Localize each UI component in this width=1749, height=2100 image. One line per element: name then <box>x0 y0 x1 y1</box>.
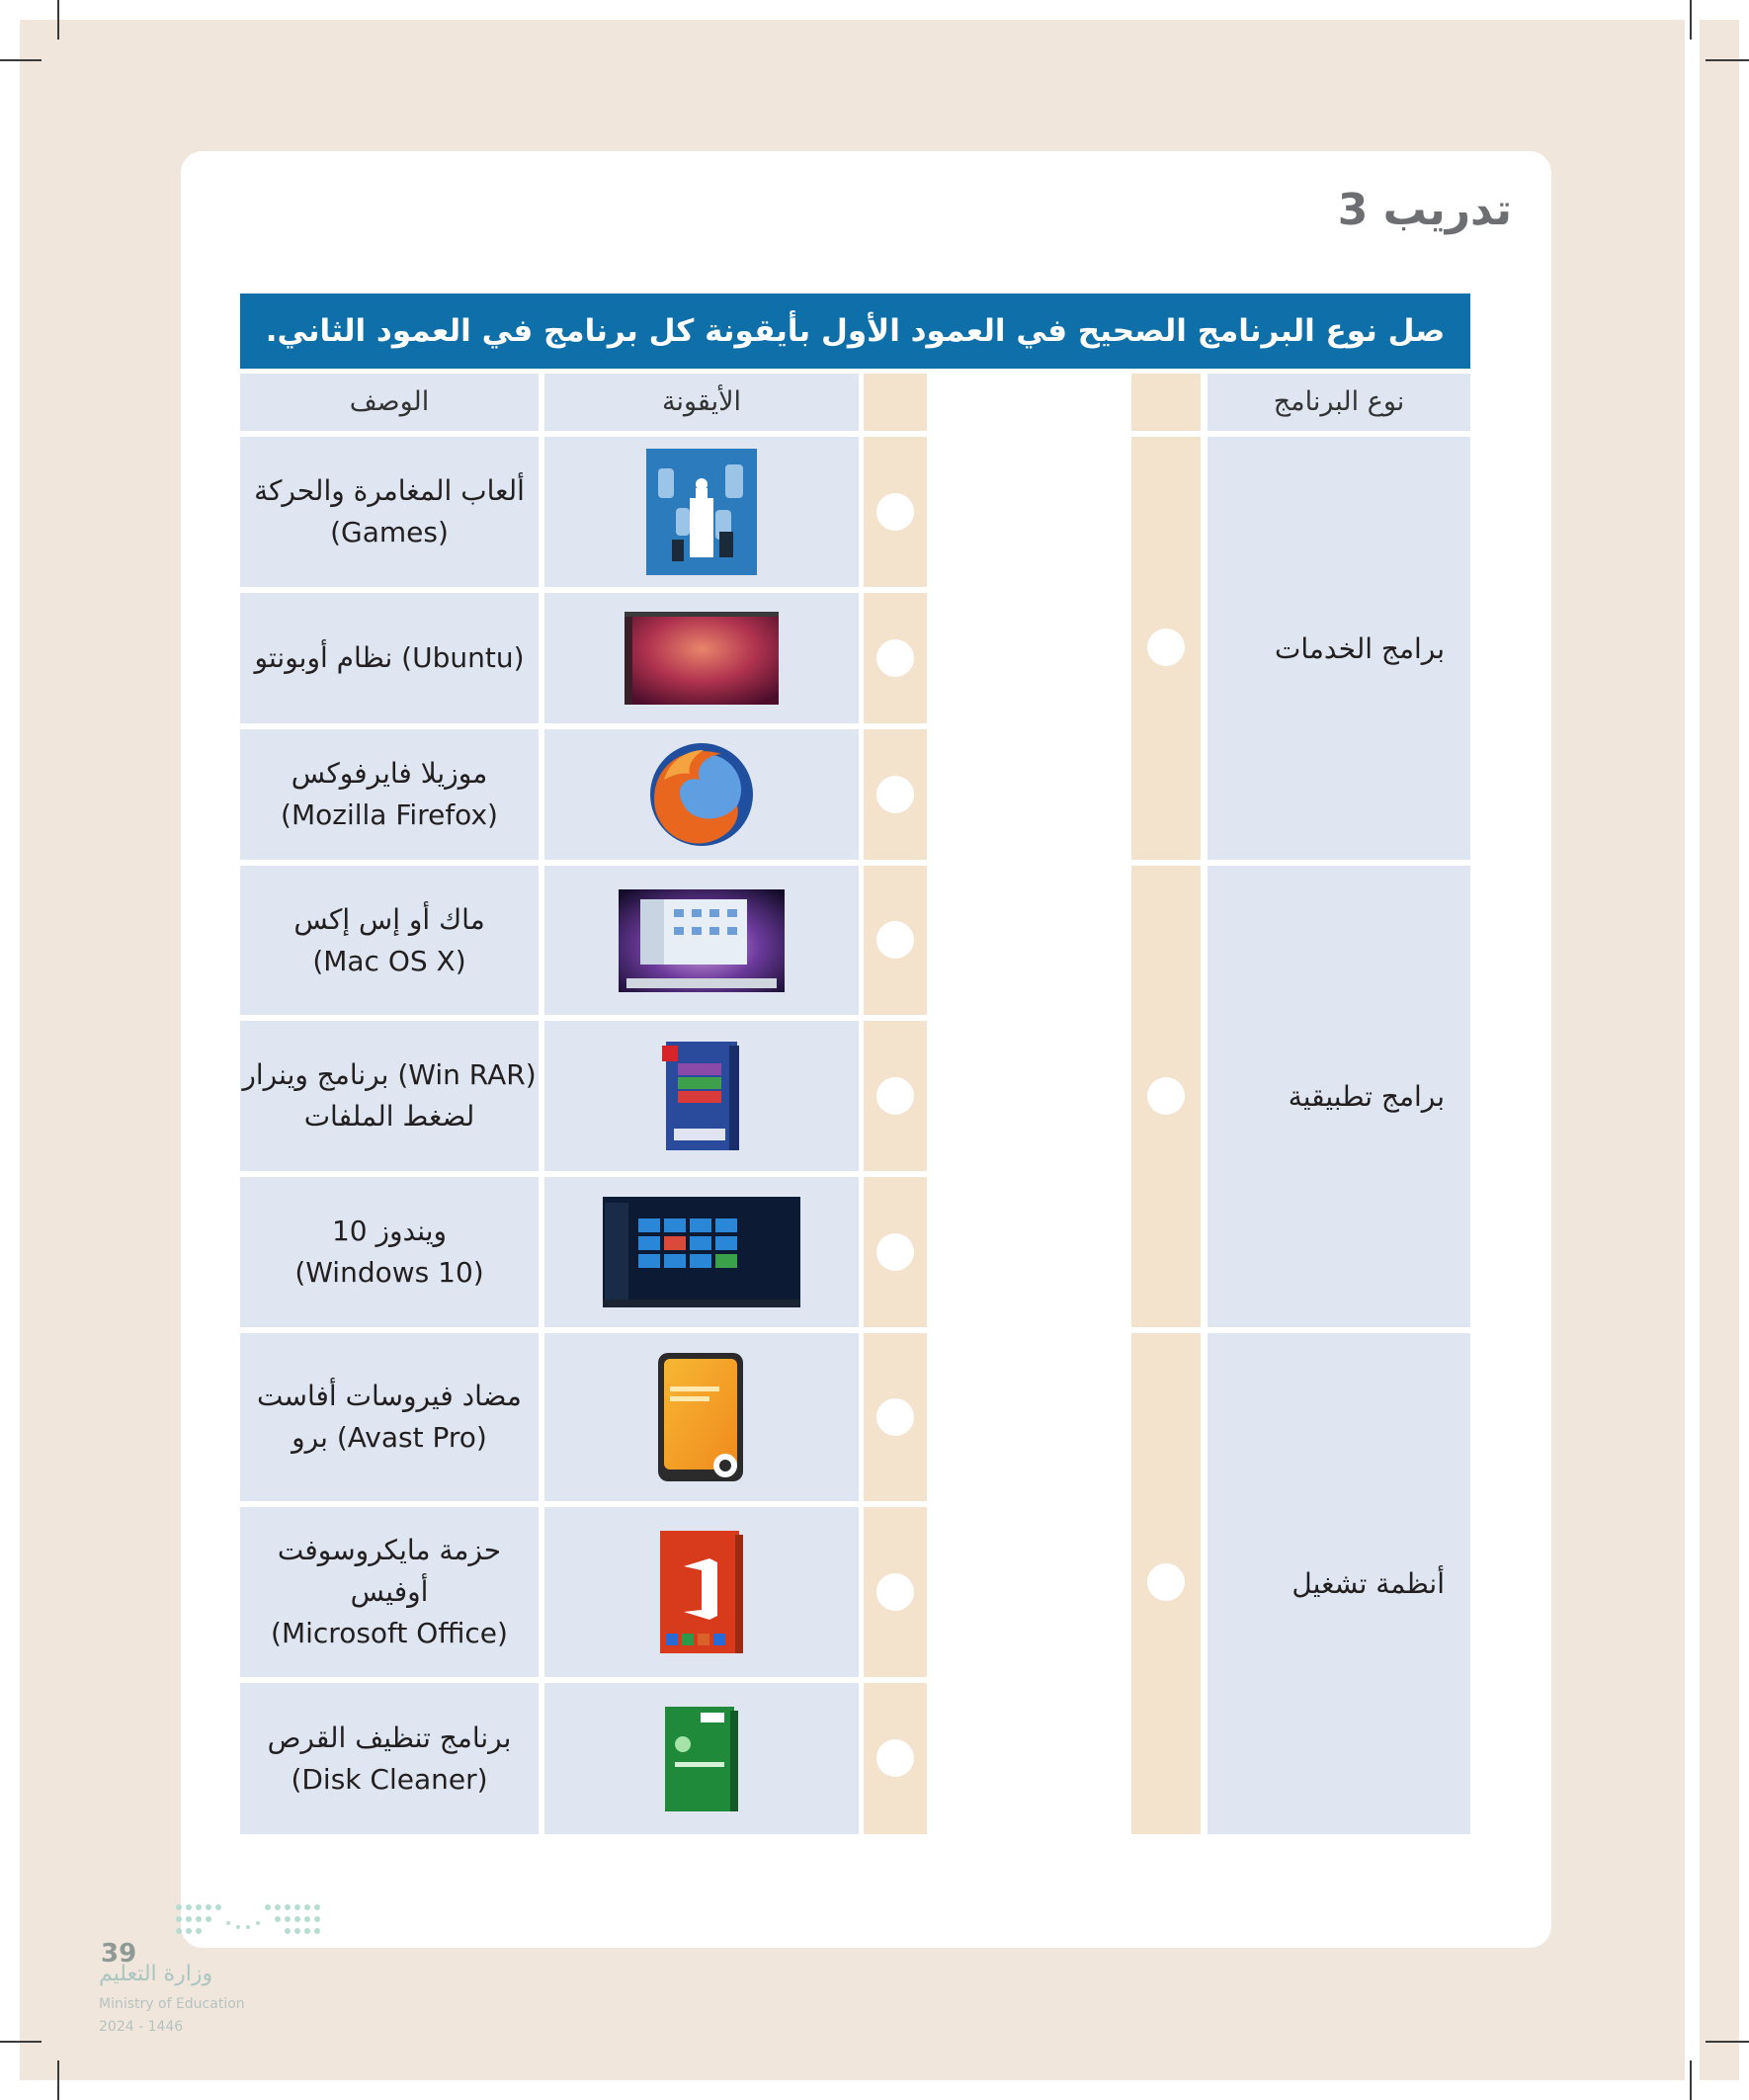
item-line: برو (Avast Pro) <box>292 1421 487 1454</box>
match-dot-item[interactable] <box>876 1077 914 1115</box>
item-description <box>240 866 539 1015</box>
item-line: لضغط الملفات <box>303 1100 475 1133</box>
crop-mark <box>57 2060 59 2100</box>
header-icon: الأيقونة <box>544 374 859 431</box>
program-type-label: أنظمة تشغيل <box>1291 1567 1445 1600</box>
item-line: برنامج وينرار (Win RAR) <box>242 1058 537 1091</box>
match-dot-item[interactable] <box>876 1739 914 1777</box>
match-dot-type[interactable] <box>1147 1077 1185 1115</box>
crop-mark <box>1690 0 1692 40</box>
item-line: ماك أو إس إكس <box>293 902 485 936</box>
page-edge-strip <box>1700 20 1739 2080</box>
match-dot-item[interactable] <box>876 1573 914 1611</box>
header-connector-left <box>864 374 927 431</box>
item-line: (Disk Cleaner) <box>291 1762 488 1796</box>
match-dot-item[interactable] <box>876 1398 914 1436</box>
crop-mark <box>1706 59 1749 61</box>
avast-box-icon <box>654 1349 749 1485</box>
item-line: مضاد فيروسات أفاست <box>257 1380 522 1412</box>
exercise-title: تدريب 3 <box>1337 185 1512 235</box>
item-description <box>240 1177 539 1327</box>
match-dot-item[interactable] <box>876 776 914 813</box>
crop-mark <box>57 0 59 40</box>
winrar-box-icon <box>660 1040 743 1152</box>
program-type-label: برامج الخدمات <box>1275 631 1445 665</box>
item-line: موزيلا فايرفوكس <box>291 757 488 790</box>
match-dot-item[interactable] <box>876 493 914 531</box>
ministry-name-ar: وزارة التعليم <box>99 1962 213 1986</box>
icon-cell <box>544 1021 859 1171</box>
edition-year: 2024 - 1446 <box>99 2019 184 2035</box>
item-line: أوفيس <box>350 1575 429 1608</box>
disk-cleaner-box-icon <box>661 1705 742 1813</box>
match-dot-item[interactable] <box>876 1233 914 1271</box>
item-description <box>240 1683 539 1834</box>
instruction-text: صل نوع البرنامج الصحيح في العمود الأول بأيقونة كل برنامج في العمود الثاني. <box>265 313 1446 349</box>
item-line: (Games) <box>330 516 449 548</box>
office-box-icon <box>656 1529 747 1655</box>
item-line: ويندوز 10 <box>331 1215 448 1247</box>
match-dot-type[interactable] <box>1147 629 1185 666</box>
icon-cell <box>544 1333 859 1501</box>
item-description <box>240 1333 539 1501</box>
ministry-name-en: Ministry of Education <box>99 1996 245 2012</box>
crop-mark <box>0 2041 42 2043</box>
header-description: الوصف <box>240 374 539 431</box>
item-line: (Mozilla Firefox) <box>281 798 498 831</box>
instruction-banner <box>240 294 1470 373</box>
ubuntu-desktop-icon <box>625 612 779 705</box>
item-line: برنامج تنظيف القرص <box>267 1721 512 1754</box>
item-line: ألعاب المغامرة والحركة <box>254 474 525 507</box>
ministry-dots-logo-icon <box>173 1899 321 1949</box>
icon-cell <box>544 866 859 1015</box>
match-dot-type[interactable] <box>1147 1563 1185 1601</box>
icon-cell <box>544 1683 859 1834</box>
icon-cell <box>544 437 859 587</box>
header-program-type: نوع البرنامج <box>1208 374 1470 431</box>
program-type-label: برامج تطبيقية <box>1288 1080 1445 1113</box>
item-line: حزمة مايكروسوفت <box>277 1534 502 1566</box>
icon-cell <box>544 593 859 723</box>
icon-cell <box>544 729 859 860</box>
item-description <box>240 593 539 723</box>
crop-mark <box>1690 2060 1692 2100</box>
chess-games-icon <box>646 449 757 575</box>
program-type-operating-systems <box>1208 1333 1470 1834</box>
match-dot-item[interactable] <box>876 921 914 959</box>
item-line: (Windows 10) <box>294 1256 484 1289</box>
page-number: 39 <box>101 1939 137 1969</box>
firefox-icon <box>644 740 759 849</box>
item-line: (Mac OS X) <box>312 944 466 977</box>
match-dot-item[interactable] <box>876 639 914 677</box>
mac-os-x-icon <box>619 889 785 992</box>
windows-10-icon <box>603 1197 800 1307</box>
crop-mark <box>0 59 42 61</box>
item-description <box>240 1507 539 1677</box>
program-type-utilities <box>1208 437 1470 860</box>
item-description <box>240 1021 539 1171</box>
icon-cell <box>544 1507 859 1677</box>
icon-cell <box>544 1177 859 1327</box>
crop-mark <box>1706 2041 1749 2043</box>
item-line: (Microsoft Office) <box>271 1617 508 1649</box>
program-type-applications <box>1208 866 1470 1327</box>
item-description <box>240 729 539 860</box>
item-description <box>240 437 539 587</box>
item-line: نظام أوبونتو (Ubuntu) <box>254 641 525 674</box>
header-connector-right <box>1131 374 1201 431</box>
